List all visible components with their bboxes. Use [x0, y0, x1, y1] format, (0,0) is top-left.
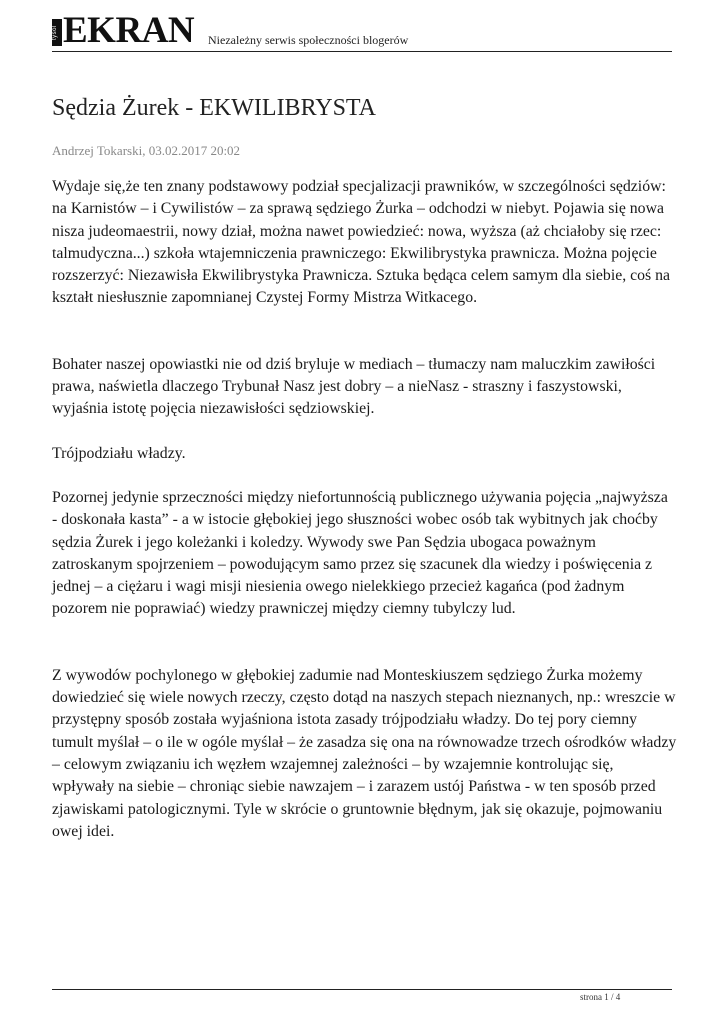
logo-text: EKRAN	[63, 10, 195, 51]
site-logo[interactable]	[52, 10, 195, 51]
logo-badge	[52, 19, 62, 46]
header-divider	[52, 51, 672, 52]
article-body	[52, 176, 677, 865]
article-title: Sędzia Żurek - EKWILIBRYSTA	[52, 95, 376, 121]
article-meta: Andrzej Tokarski, 03.02.2017 20:02	[52, 143, 241, 158]
paragraph-4: Pozornej jedynie sprzeczności między niefortunnością publicznego używania pojęcia „najwyższa - doskonała kasta” - a w istocie głębokiej jego słuszności wobec osób tak wybitnych jak choćby sędzia Żurek i jego koleżanki i koledzy. Wywody swe Pan Sędzia ubogaca poważnym zatroskanym spojrzeniem – powodującym samo przez się szacunek dla wiedzy i poświęcenia z jednej – a ciężaru i wagi misji niesienia owego nielekkiego przecież kagańca (pod żadnym pozorem nie poprawiać) wiedzy prawniczej między ciemny tubylczy lud.	[52, 488, 668, 618]
site-tagline: Niezależny serwis społeczności blogerów	[208, 33, 409, 47]
paragraph-5: Z wywodów pochylonego w głębokiej zadumie nad Monteskiuszem sędziego Żurka możemy dowiedzieć się wiele nowych rzeczy, często dotąd na naszych stepach nieznanych, np.: wreszcie w przystępny sposób została wyjaśniona istota zasady trójpodziału władzy. Do tej pory ciemny tumult myślał – o ile w ogóle myślał – że zasadza się ona na równowadze trzech ośrodków władzy – celowym związaniu ich węzłem wzajemnej zależności – by wzajemnie kontrolując się, wpływały na siebie – chroniąc siebie nawzajem – i zarazem ustój Państwa - w ten sposób przed zjawiskami patologicznymi. Tyle w skrócie o gruntownie błędnym, jak się okazuje, pojmowaniu owej idei.	[52, 666, 677, 840]
paragraph-3: Trójpodziału władzy.	[52, 444, 186, 462]
logo-badge-text: tysol	[52, 25, 58, 40]
paragraph-2: Bohater naszej opowiastki nie od dziś bryluje w mediach – tłumaczy nam maluczkim zawiłości prawa, naświetla dlaczego Trybunał Nasz jest dobry – a nieNasz - straszny i faszystowski, wyjaśnia istotę pojęcia niezawisłości sędziowskiej.	[52, 355, 656, 418]
site-header	[52, 10, 672, 54]
paragraph-1: Wydaje się,że ten znany podstawowy podział specjalizacji prawników, w szczególności sędziów: na Karnistów – i Cywilistów – za sprawą sędziego Żurka – odchodzi w niebyt. Pojawia się nowa nisza judeomaestrii, nowy dział, można nawet powiedzieć: nowa, wyższa (aż chciałoby się rzec: talmudyczna...) szkoła wtajemniczenia prawniczego: Ekwilibrystyka prawnicza. Można pojęcie rozszerzyć: Niezawisła Ekwilibrystyka Prawnicza. Sztuka będąca celem samym dla siebie, coś na kształt niesłusznie zapomnianej Czystej Formy Mistrza Witkacego.	[52, 178, 671, 307]
page-number: strona 1 / 4	[580, 992, 621, 1002]
footer-divider	[52, 989, 672, 990]
